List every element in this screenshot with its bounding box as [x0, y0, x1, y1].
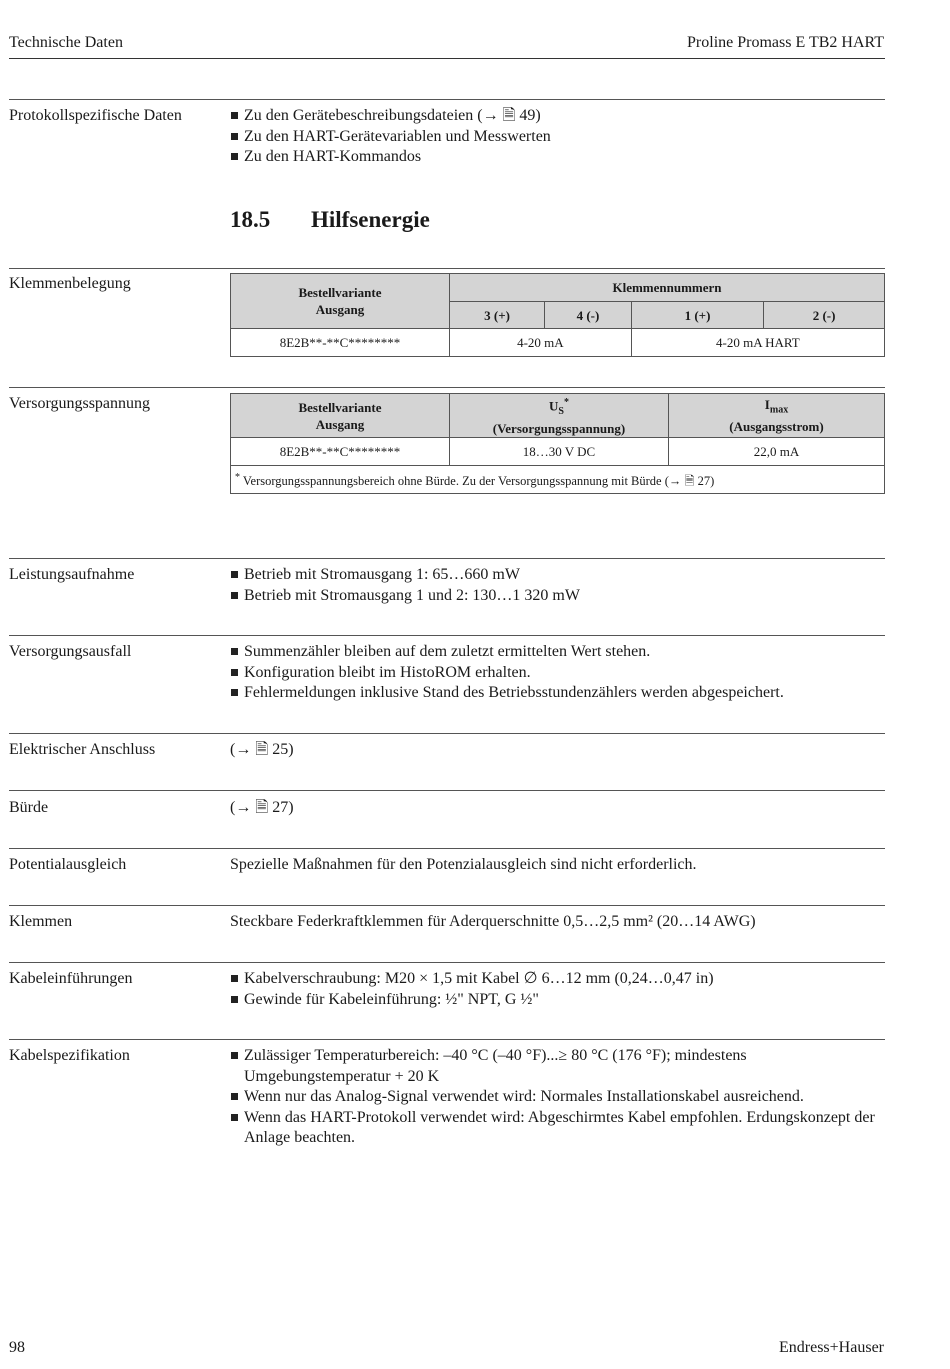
section-divider: [9, 905, 885, 906]
footer-brand: Endress+Hauser: [779, 1339, 884, 1356]
label-kabeleinfuehrungen: Kabeleinführungen: [9, 970, 133, 987]
cell-output-current: 22,0 mA: [669, 438, 885, 466]
table-row: [231, 329, 885, 357]
list-item: Betrieb mit Stromausgang 1 und 2: 130…1 320 mW: [230, 586, 886, 607]
table-row: [231, 438, 885, 466]
cell-output-1: 4-20 mA: [450, 329, 632, 357]
list-item: Betrieb mit Stromausgang 1: 65…660 mW: [230, 565, 886, 586]
terminals-text: Steckbare Federkraftklemmen für Aderquerschnitte 0,5…2,5 mm² (20…14 AWG): [230, 913, 756, 930]
header-section-title: Technische Daten: [9, 34, 123, 51]
label-versorgungsspannung: Versorgungsspannung: [9, 395, 151, 412]
column-header-terminal: 1 (+): [631, 302, 763, 329]
section-divider: [9, 962, 885, 963]
column-header-output-current: $I_{max}$ (Ausgangsstrom): [669, 394, 885, 438]
cell-order-variant: 8E2B**-**C********: [231, 329, 450, 357]
supply-voltage-table: [230, 393, 885, 494]
list-item: Zulässiger Temperaturbereich: –40 °C (–40 °F)...≥ 80 °C (176 °F); mindestens Umgebungstemperatur + 20 K: [230, 1046, 886, 1087]
list-item: Kabelverschraubung: M20 × 1,5 mit Kabel ∅ 6…12 mm (0,24…0,47 in): [230, 969, 886, 990]
chapter-heading: [230, 207, 430, 233]
section-divider: [9, 387, 885, 388]
label-leistungsaufnahme: Leistungsaufnahme: [9, 566, 135, 583]
column-header-terminal: 4 (-): [545, 302, 632, 329]
label-elektrischer-anschluss: Elektrischer Anschluss: [9, 741, 156, 758]
chapter-number: 18.5: [230, 207, 271, 232]
column-header-terminal: 2 (-): [764, 302, 885, 329]
section-divider: [9, 558, 885, 559]
label-potentialausgleich: Potentialausgleich: [9, 856, 127, 873]
label-klemmenbelegung: Klemmenbelegung: [9, 275, 131, 292]
section-divider: [9, 635, 885, 636]
cable-specification-list: [230, 1046, 886, 1149]
section-divider: [9, 99, 885, 100]
cable-entries-list: [230, 969, 886, 1010]
section-divider: [9, 1039, 885, 1040]
label-klemmen: Klemmen: [9, 913, 73, 930]
section-divider: [9, 790, 885, 791]
column-header-order-variant: Bestellvariante Ausgang: [231, 274, 450, 329]
list-item: Konfiguration bleibt im HistoROM erhalten.: [230, 663, 886, 684]
label-buerde: Bürde: [9, 799, 49, 816]
column-header-terminal-numbers: Klemmennummern: [450, 274, 885, 302]
header-rule: [9, 58, 885, 59]
list-item[interactable]: Zu den Gerätebeschreibungsdateien (→ 🗎 49): [230, 106, 886, 127]
list-item: Wenn das HART-Protokoll verwendet wird: Abgeschirmtes Kabel empfohlen. Erdungskonzept der Anlage beachten.: [230, 1108, 886, 1149]
column-header-supply-voltage: $U_S^*$ (Versorgungsspannung): [450, 394, 669, 438]
terminal-assignment-table: [230, 273, 885, 357]
list-item: Gewinde für Kabeleinführung: ½" NPT, G ½": [230, 990, 886, 1011]
list-item[interactable]: Zu den HART-Kommandos: [230, 147, 886, 168]
list-item: Fehlermeldungen inklusive Stand des Betriebsstundenzählers werden abgespeichert.: [230, 683, 886, 704]
chapter-title: Hilfsenergie: [311, 207, 430, 232]
cell-output-2: 4-20 mA HART: [631, 329, 884, 357]
header-product-name: Proline Promass E TB2 HART: [687, 34, 884, 51]
section-divider: [9, 848, 885, 849]
list-item[interactable]: Zu den HART-Gerätevariablen und Messwerten: [230, 127, 886, 148]
cell-order-variant: 8E2B**-**C********: [231, 438, 450, 466]
page-reference-link[interactable]: (→ 🗎 27): [230, 799, 294, 816]
table-note-row: [231, 466, 885, 494]
section-divider: [9, 268, 885, 269]
label-versorgungsausfall: Versorgungsausfall: [9, 643, 132, 660]
list-item: Summenzähler bleiben auf dem zuletzt ermittelten Wert stehen.: [230, 642, 886, 663]
column-header-order-variant: Bestellvariante Ausgang: [231, 394, 450, 438]
column-header-terminal: 3 (+): [450, 302, 545, 329]
cell-supply-voltage: 18…30 V DC: [450, 438, 669, 466]
table-footnote: * Versorgungsspannungsbereich ohne Bürde. Zu der Versorgungsspannung mit Bürde (→ 🗎 27): [231, 466, 885, 494]
potential-equalization-text: Spezielle Maßnahmen für den Potenzialausgleich sind nicht erforderlich.: [230, 856, 697, 873]
power-consumption-list: [230, 565, 886, 606]
protokoll-links-list: [230, 106, 886, 168]
list-item: Wenn nur das Analog-Signal verwendet wird: Normales Installationskabel ausreichend.: [230, 1087, 886, 1108]
section-divider: [9, 733, 885, 734]
page-number: 98: [9, 1339, 25, 1356]
label-protokollspezifische-daten: Protokollspezifische Daten: [9, 107, 182, 124]
footnote-link[interactable]: Versorgungsspannungsbereich ohne Bürde. Zu der Versorgungsspannung mit Bürde (→ 🗎 27): [242, 474, 715, 489]
page-reference-link[interactable]: (→ 🗎 25): [230, 741, 294, 758]
power-failure-list: [230, 642, 886, 704]
label-kabelspezifikation: Kabelspezifikation: [9, 1047, 130, 1064]
